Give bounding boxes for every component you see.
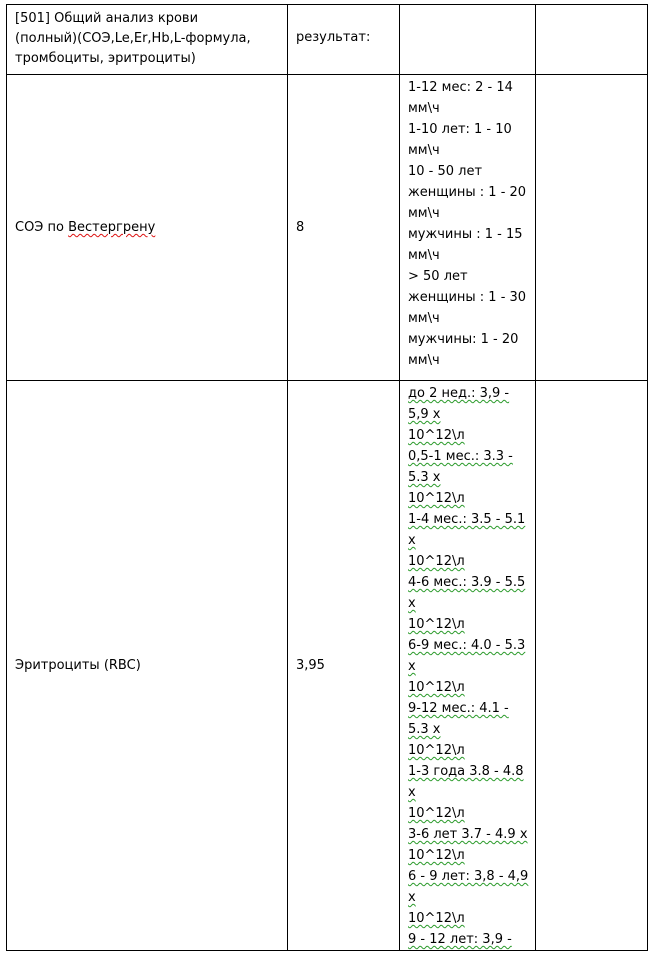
reference-line: 10^12\л [408, 491, 465, 506]
reference-line: 10^12\л [408, 743, 465, 758]
reference-line: мм\ч [408, 101, 440, 116]
reference-line: х [408, 533, 416, 548]
reference-line: мм\ч [408, 248, 440, 263]
reference-line: 3-6 лет 3.7 - 4.9 х [408, 827, 528, 842]
extra-cell [536, 381, 648, 951]
table-header-row [7, 5, 648, 75]
reference-line: мм\ч [408, 311, 440, 326]
reference-line: 6-9 мес.: 4.0 - 5.3 [408, 638, 526, 653]
reference-line: 4-6 мес.: 3.9 - 5.5 [408, 575, 526, 590]
extra-header-cell [536, 5, 648, 75]
extra-cell [536, 75, 648, 381]
reference-line: > 50 лет [408, 269, 468, 284]
reference-line: 10^12\л [408, 617, 465, 632]
reference-line: 1-4 мес.: 3.5 - 5.1 [408, 512, 526, 527]
reference-line: 9 - 12 лет: 3,9 - [408, 932, 512, 947]
reference-line: 5.3 х [408, 722, 441, 737]
row-name-cell [7, 75, 288, 381]
reference-line: женщины : 1 - 30 [408, 290, 527, 305]
test-name-line: тромбоциты, эритроциты) [15, 51, 196, 66]
reference-line: 10^12\л [408, 848, 465, 863]
test-name-line: (полный)(СОЭ,Le,Er,Hb,L-формула, [15, 31, 251, 46]
reference-line: мм\ч [408, 353, 440, 368]
reference-line: 5.3 х [408, 470, 441, 485]
row-value: 8 [288, 75, 400, 381]
reference-line: мм\ч [408, 143, 440, 158]
reference-line: 10^12\л [408, 680, 465, 695]
reference-line: 9-12 мес.: 4.1 - [408, 701, 509, 716]
reference-header-cell [400, 5, 536, 75]
reference-line: х [408, 890, 416, 905]
reference-line: х [408, 785, 416, 800]
reference-line: 10^12\л [408, 428, 465, 443]
reference-line: 10 - 50 лет [408, 164, 483, 179]
reference-line: 10^12\л [408, 911, 465, 926]
row-name-underlined: Вестергрену [68, 220, 156, 235]
reference-line: женщины : 1 - 20 [408, 185, 527, 200]
row-name-prefix: СОЭ по [15, 220, 69, 235]
reference-line: 0,5-1 мес.: 3.3 - [408, 449, 513, 464]
reference-line: до 2 нед.: 3,9 - [408, 386, 510, 401]
table-row [7, 381, 648, 951]
row-name-cell: Эритроциты (RBC) [7, 381, 288, 951]
reference-line: 10^12\л [408, 554, 465, 569]
reference-line: мужчины: 1 - 20 [408, 332, 519, 347]
reference-range-cell [400, 381, 536, 951]
reference-line: 5,9 х [408, 407, 441, 422]
reference-line: мм\ч [408, 206, 440, 221]
reference-line: х [408, 659, 416, 674]
reference-line: 6 - 9 лет: 3,8 - 4,9 [408, 869, 529, 884]
reference-line: 1-12 мес: 2 - 14 [408, 80, 513, 95]
reference-line: 1-10 лет: 1 - 10 [408, 122, 512, 137]
table-row [7, 75, 648, 381]
reference-line: 1-3 года 3.8 - 4.8 [408, 764, 524, 779]
reference-line: мужчины : 1 - 15 [408, 227, 523, 242]
reference-line: х [408, 596, 416, 611]
reference-range-cell [400, 75, 536, 381]
test-name-cell [7, 5, 288, 75]
result-label: результат: [288, 5, 400, 75]
row-value: 3,95 [288, 381, 400, 951]
lab-results-table [6, 4, 648, 951]
reference-line: 10^12\л [408, 806, 465, 821]
test-name-line: [501] Общий анализ крови [15, 11, 199, 26]
